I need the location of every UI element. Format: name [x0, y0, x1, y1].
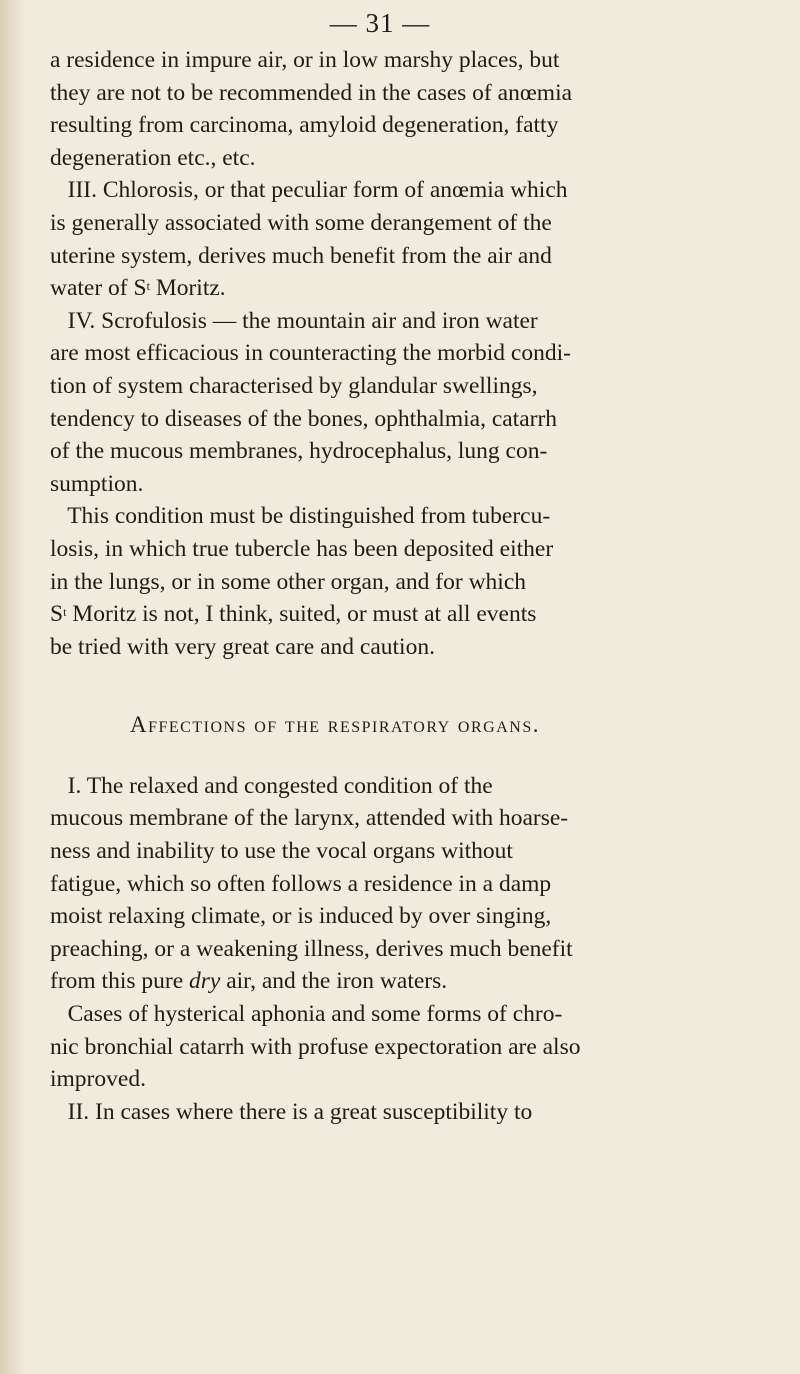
text-line: tion of system characterised by glandular swellings, — [50, 372, 538, 399]
text-line: in the lungs, or in some other organ, and for which — [50, 568, 527, 595]
text-line: ness and inability to use the vocal organs without — [50, 838, 513, 865]
text-fragment: Moritz is not, I think, suited, or must at all events — [66, 601, 537, 628]
text-fragment: water of S — [50, 275, 147, 302]
text-fragment: S — [50, 601, 64, 628]
text-line — [50, 965, 762, 998]
text-line: IV. Scrofulosis — the mountain air and iron water — [50, 307, 538, 334]
italic-word: dry — [189, 968, 221, 995]
text-line: is generally associated with some derangement of the — [50, 209, 552, 236]
text-fragment: air, and the iron waters. — [220, 968, 448, 995]
text-line: I. The relaxed and congested condition of the — [50, 772, 493, 799]
text-line — [50, 272, 762, 305]
text-line: are most efficacious in counteracting the morbid condi- — [50, 340, 571, 367]
text-line: degeneration etc., etc. — [50, 144, 256, 171]
page-number: — 31 — — [329, 8, 431, 38]
superscript: t — [146, 279, 150, 294]
text-line: nic bronchial catarrh with profuse expectoration are also — [50, 1033, 581, 1060]
page-gutter-shadow — [0, 0, 26, 1374]
section-heading: Affections of the respiratory organs. — [130, 712, 540, 738]
text-line: III. Chlorosis, or that peculiar form of anœmia which — [50, 177, 568, 204]
text-line: uterine system, derives much benefit from the air and — [50, 242, 552, 269]
text-line: tendency to diseases of the bones, ophthalmia, catarrh — [50, 405, 558, 432]
text-line: II. In cases where there is a great susceptibility to — [50, 1098, 533, 1125]
text-line: moist relaxing climate, or is induced by over singing, — [50, 903, 552, 930]
text-line: of the mucous membranes, hydrocephalus, lung con- — [50, 438, 548, 465]
text-line: they are not to be recommended in the cases of anœmia — [50, 79, 573, 106]
text-line: preaching, or a weakening illness, derives much benefit — [50, 935, 573, 962]
text-line: a residence in impure air, or in low marshy places, but — [50, 47, 560, 73]
text-line: This condition must be distinguished from tubercu- — [50, 503, 551, 530]
spacer — [50, 663, 762, 709]
text-line: fatigue, which so often follows a residence in a damp — [50, 870, 552, 897]
text-line: resulting from carcinoma, amyloid degeneration, fatty — [50, 112, 559, 139]
body-text — [50, 44, 762, 1128]
text-line: sumption. — [50, 470, 144, 497]
spacer — [50, 742, 762, 770]
text-fragment: from this pure — [50, 968, 190, 995]
text-line — [50, 598, 762, 631]
superscript: t — [63, 605, 67, 620]
text-line: mucous membrane of the larynx, attended with hoarse- — [50, 805, 569, 832]
text-line: improved. — [50, 1066, 146, 1093]
text-fragment: Moritz. — [149, 275, 226, 302]
text-line: Cases of hysterical aphonia and some forms of chro- — [50, 1001, 563, 1028]
text-line: be tried with very great care and caution. — [50, 633, 435, 660]
text-line: losis, in which true tubercle has been deposited either — [50, 535, 554, 562]
